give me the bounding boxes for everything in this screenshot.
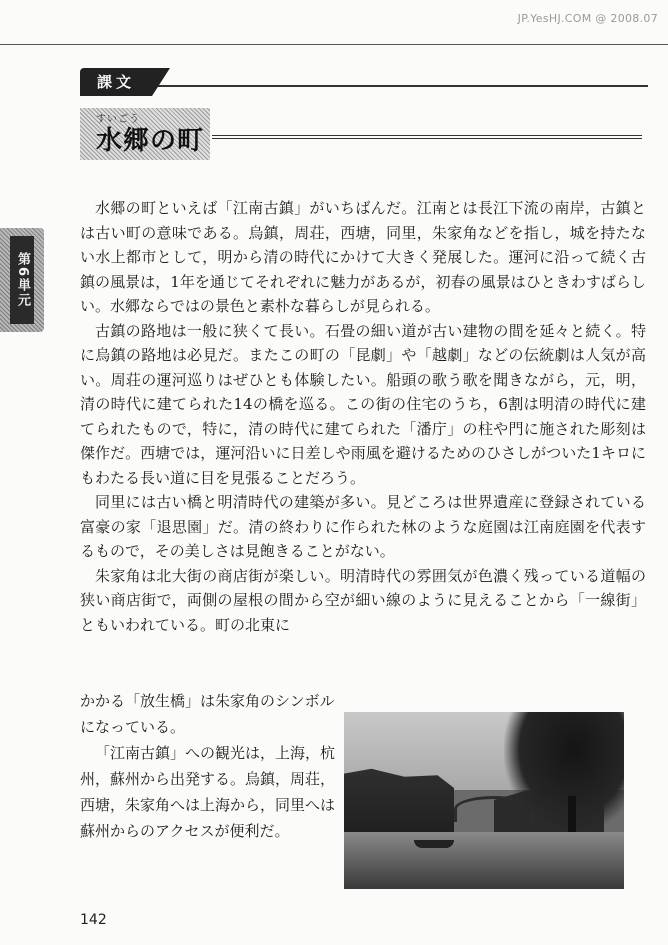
paragraph-4: 朱家角は北大街の商店街が楽しい。明清時代の雰囲気が色濃く残っている道幅の狭い商店街で，両側の屋根の間から空が細い線のように見えることから「一線街」ともいわれている。町の北東に: [80, 566, 646, 634]
header-rule: [0, 44, 668, 45]
water-town-photo: [344, 712, 624, 889]
paragraph-3: 同里には古い橋と明清時代の建築が多い。見どころは世界遺産に登録されている富豪の家「退思園」だ。清の終わりに作られた林のような庭園は江南庭園を代表するもので，その美しさは見飽きることがない。: [80, 493, 646, 560]
watermark: JP.YesHJ.COM @ 2008.07: [517, 12, 658, 25]
unit-side-tab: [0, 228, 44, 332]
paragraph-1: 水郷の町といえば「江南古鎮」がいちばんだ。江南とは長江下流の南岸，古鎮とは古い町の意味である。烏鎮，周荘，西塘，同里，朱家角などを指し，城を持たない水上都市として，明から清の時代にかけて大きく発展した。運河に沿って続く古鎮の風景は，1年を通じてそれぞれに魅力があるが，初春の風景はひときわすばらしい。水郷ならではの景色と素朴な暮らしが見られる。: [80, 199, 646, 315]
title-ruby: すいごう: [96, 114, 140, 125]
title-rule-bottom: [212, 138, 642, 139]
page-number: 142: [80, 912, 107, 928]
page-title: 水郷の町: [96, 126, 205, 156]
photo-boat: [414, 840, 454, 848]
article-body-wrapped: [80, 688, 342, 844]
photo-canal-water: [344, 832, 624, 889]
article-body: [80, 196, 646, 637]
section-badge: 課文: [80, 68, 152, 96]
section-badge-tail: [152, 68, 170, 96]
unit-side-tab-label: 第6単元: [10, 236, 34, 324]
paragraph-5: 「江南古鎮」への観光は，上海，杭州，蘇州から出発する。烏鎮，周荘，西塘，朱家角へは上海から，同里へは蘇州からのアクセスが便利だ。: [80, 744, 336, 840]
photo-tree: [504, 712, 624, 832]
paragraph-4-continued: かかる「放生橋」は朱家角のシンボルになっている。: [80, 692, 335, 736]
title-rule-top: [212, 135, 642, 136]
paragraph-2: 古鎮の路地は一般に狭くて長い。石畳の細い道が古い建物の間を延々と続く。特に烏鎮の路地は必見だ。またこの町の「昆劇」や「越劇」などの伝統劇は人気が高い。周荘の運河巡りはぜひとも体験したい。船頭の歌う歌を聞きながら，元，明，清の時代に建てられた14の橋を巡る。この街の住宅のうち，6割は明清の時代に建てられたもので，特に，清の時代に建てられた「潘庁」の柱や門に施された彫刻は傑作だ。西塘では，運河沿いに日差しや雨風を避けるためのひさしがついた1キロにもわたる長い道に目を見張ることだろう。: [80, 321, 646, 487]
